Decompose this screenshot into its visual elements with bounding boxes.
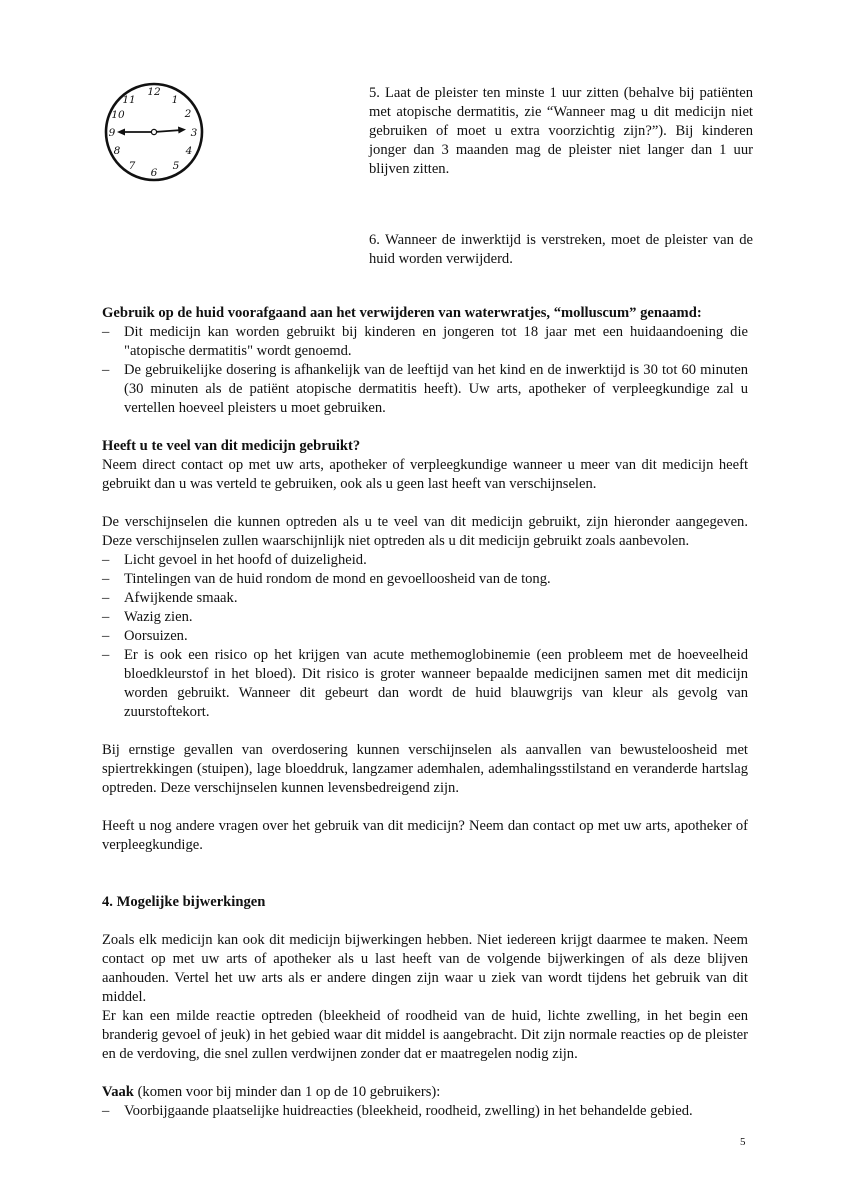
clock-numeral: 4 [185, 145, 193, 157]
side-effects-paragraph: Zoals elk medicijn kan ook dit medicijn bijwerkingen hebben. Niet iedereen krijgt daarmee te maken. Neem contact op met uw arts of apotheker als u last heeft van de volgende bijwerkingen of als deze blijven aanhouden. Vertel het uw arts als er andere dingen zijn waar u ziek van wordt tijdens het gebruik van dit middel. [102, 932, 748, 1005]
overdose-symptoms-intro: De verschijnselen die kunnen optreden als u te veel van dit medicijn gebruikt, zijn hieronder aangegeven. Deze verschijnselen zullen waarschijnlijk niet optreden als u dit medicijn gebruikt zoals aanbevolen. [102, 514, 748, 549]
step-6-text: 6. Wanneer de inwerktijd is verstreken, moet de pleister van de huid worden verwijderd. [369, 232, 753, 267]
frequency-label: Vaak [102, 1084, 134, 1100]
frequency-line [102, 1083, 748, 1102]
list-item: – Er is ook een risico op het krijgen van acute methemoglobinemie (een probleem met de hoeveelheid bloedkleurstof in het bloed). Dit risico is groter wanneer bepaalde medicijnen samen met dit medicijn worden gebruikt. Wanneer dit gebeurt dan wordt de huid blauwgrijs van kleur als gevolg van zuurstoftekort. [102, 646, 748, 722]
side-effects-heading: 4. Mogelijke bijwerkingen [102, 894, 266, 910]
clock-center [151, 129, 156, 134]
clock-numeral: 9 [108, 127, 116, 139]
list-item: – Dit medicijn kan worden gebruikt bij kinderen en jongeren tot 18 jaar met een huidaandoening die "atopische dermatitis" wordt genoemd. [102, 323, 748, 361]
page-number: 5 [740, 1136, 746, 1148]
overdose-severe-paragraph: Bij ernstige gevallen van overdosering kunnen verschijnselen als aanvallen van bewusteloosheid met spiertrekkingen (stuipen), lage bloeddruk, langzamer ademhalen, ademhalingsstilstand en veranderde hartslag optreden. Deze verschijnselen kunnen levensbedreigend zijn. [102, 742, 748, 796]
clock-numeral: 12 [147, 86, 161, 98]
clock-hand-left-tip [117, 129, 125, 136]
list-item: – Voorbijgaande plaatselijke huidreacties (bleekheid, roodheid, zwelling) in het behandelde gebied. [102, 1102, 748, 1121]
clock-numeral: 8 [113, 145, 121, 157]
list-item: – Oorsuizen. [102, 627, 748, 646]
frequent-side-effects-list [102, 1102, 748, 1121]
molluscum-heading: Gebruik op de huid voorafgaand aan het verwijderen van waterwratjes, “molluscum” genaamd: [102, 305, 702, 321]
overdose-heading: Heeft u te veel van dit medicijn gebruikt? [102, 438, 361, 454]
overdose-paragraph: Neem direct contact op met uw arts, apotheker of verpleegkundige wanneer u meer van dit medicijn heeft gebruikt dan u was verteld te gebruiken, ook als u geen last heeft van verschijnselen. [102, 457, 748, 492]
list-item: – Afwijkende smaak. [102, 589, 748, 608]
clock-hand-right [154, 130, 182, 132]
clock-illustration [100, 82, 208, 182]
clock-numeral: 11 [122, 94, 136, 106]
frequency-description: (komen voor bij minder dan 1 op de 10 gebruikers): [133, 1084, 441, 1100]
list-item: – Tintelingen van de huid rondom de mond en gevoelloosheid van de tong. [102, 570, 748, 589]
clock-numeral: 1 [171, 94, 179, 106]
list-item: – Wazig zien. [102, 608, 748, 627]
questions-paragraph: Heeft u nog andere vragen over het gebruik van dit medicijn? Neem dan contact op met uw arts, apotheker of verpleegkundige. [102, 818, 748, 853]
clock-numeral: 3 [190, 127, 198, 139]
step-5-text: 5. Laat de pleister ten minste 1 uur zitten (behalve bij patiënten met atopische dermatitis, zie “Wanneer mag u dit medicijn niet gebruiken of moet u extra voorzichtig zijn?”). Bij kinderen jonger dan 3 maanden mag de pleister niet langer dan 1 uur blijven zitten. [369, 85, 753, 177]
list-item: – Licht gevoel in het hoofd of duizeligheid. [102, 551, 748, 570]
list-item: – De gebruikelijke dosering is afhankelijk van de leeftijd van het kind en de inwerktijd is 30 tot 60 minuten (30 minuten als de patiënt atopische dermatitis heeft). Uw arts, apotheker of verpleegkundige zal u vertellen hoeveel pleisters u moet gebruiken. [102, 361, 748, 418]
clock-numeral: 6 [150, 167, 158, 179]
clock-hand-right-tip [178, 127, 186, 134]
clock-numeral: 10 [111, 109, 125, 121]
leaflet-body [102, 304, 748, 1121]
clock-numeral: 2 [184, 108, 192, 120]
side-effects-reaction-paragraph: Er kan een milde reactie optreden (bleekheid of roodheid van de huid, lichte zwelling, in het begin een branderig gevoel of jeuk) in het gebied waar dit middel is aangebracht. Dit zijn normale reacties op de pleister en de verdoving, die snel zullen verdwijnen zonder dat er maatregelen nodig zijn. [102, 1008, 748, 1062]
molluscum-list [102, 323, 748, 418]
overdose-symptoms-list [102, 551, 748, 722]
clock-numeral: 7 [128, 160, 136, 172]
clock-numeral: 5 [172, 160, 180, 172]
